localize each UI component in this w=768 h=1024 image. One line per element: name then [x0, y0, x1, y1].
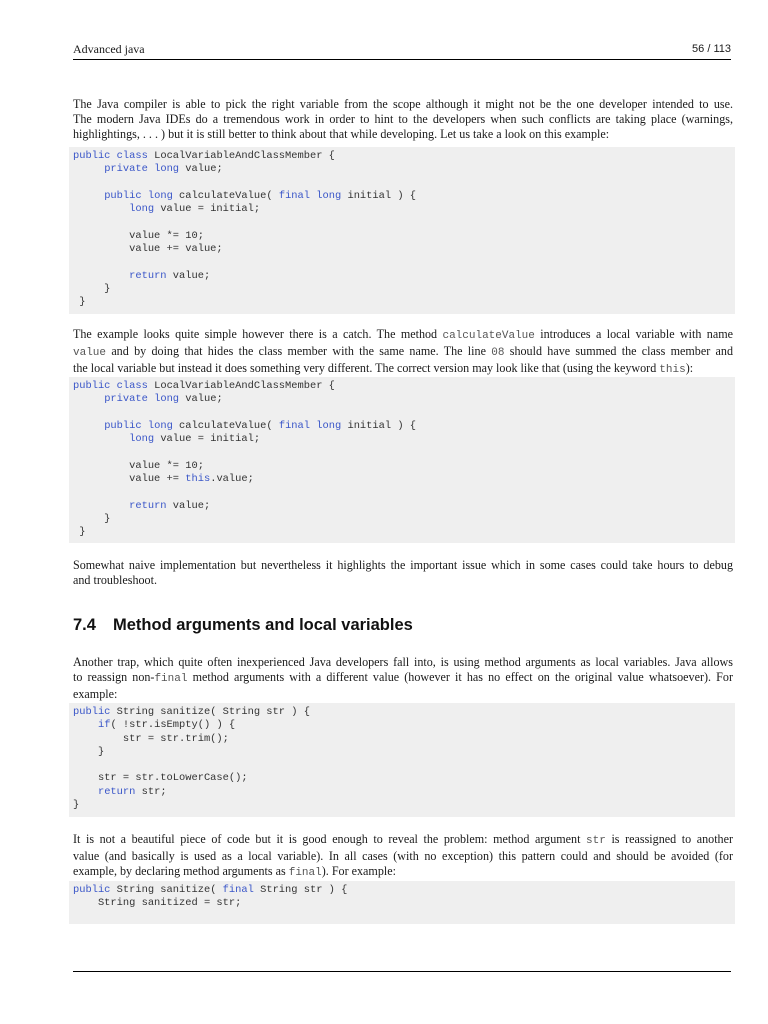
header-rule [73, 59, 731, 60]
text-line: Another trap, which quite often inexperienced Java developers fall into, is using method arguments as local variables. Java allows [73, 655, 733, 669]
footer-rule [73, 971, 731, 972]
code-block-3 [69, 703, 735, 817]
code-line: long value = initial; [129, 203, 261, 216]
code-line: str = str.toLowerCase(); [73, 772, 248, 785]
text-line: the local variable but instead it does something very different. The correct version may look like that (using the keyword this): [73, 361, 694, 377]
code-line [73, 759, 735, 772]
section-number: 7.4 [73, 616, 96, 634]
text-line: highlightings, . . . ) but it is still better to think about that while developing. Let us take a look on this example: [73, 127, 610, 142]
code-line: } [73, 745, 105, 758]
code-line: str = str.trim(); [73, 732, 229, 745]
text-line: example, by declaring method arguments as final). For example: [73, 864, 396, 880]
header-title: Advanced java [73, 42, 145, 56]
code-line: return value; [129, 499, 211, 512]
code-line: } [73, 512, 111, 525]
text-line: It is not a beautiful piece of code but it is good enough to reveal the problem: method argument str is reassigned to another [73, 832, 734, 847]
code-line: private long value; [104, 393, 223, 406]
section-title: Method arguments and local variables [113, 616, 413, 634]
code-block-4 [69, 881, 735, 924]
text-line: and troubleshoot. [73, 573, 157, 588]
code-line: } [73, 799, 80, 812]
inline-code: final [288, 867, 322, 880]
code-line: value += this.value; [73, 473, 254, 486]
text-line: to reassign non-final method arguments with a different value (however it has no effect on the original value whatsoever). For [73, 670, 733, 686]
code-line: } [73, 526, 86, 539]
code-line: String sanitized = str; [73, 897, 242, 910]
code-line: if( !str.isEmpty() ) { [97, 719, 236, 732]
paragraph-2 [73, 327, 733, 379]
inline-code: final [154, 673, 188, 686]
inline-code: this [659, 364, 686, 377]
code-line: return str; [97, 785, 167, 798]
code-line: public String sanitize( String str ) { [73, 706, 310, 718]
code-line: public String sanitize( final String str ) { [73, 884, 348, 896]
inline-code: 08 [491, 347, 505, 360]
code-line [73, 407, 735, 420]
code-line: public class LocalVariableAndClassMember { [73, 150, 335, 162]
code-line: return value; [129, 269, 211, 282]
text-line: The example looks quite simple however there is a catch. The method calculateValue introduces a local variable with name [73, 327, 733, 342]
code-line [73, 446, 735, 459]
code-line: public long calculateValue( final long initial ) { [104, 189, 417, 202]
code-line [73, 177, 735, 190]
text-line: example: [73, 687, 118, 702]
inline-code: calculateValue [442, 330, 535, 342]
paragraph-5 [73, 832, 733, 882]
code-line [73, 216, 735, 229]
code-line: public long calculateValue( final long initial ) { [104, 419, 417, 432]
code-line: long value = initial; [129, 433, 261, 446]
text-line: value and by doing that hides the class member with the same name. The line 08 should have summed the class member and [73, 344, 733, 360]
code-line: value *= 10; [73, 459, 204, 472]
page-number: 56 / 113 [692, 43, 731, 55]
code-line: value += value; [73, 243, 223, 256]
code-block-1 [69, 147, 735, 314]
section-heading [73, 615, 413, 635]
code-line: value *= 10; [73, 229, 204, 242]
code-line: private long value; [104, 163, 223, 176]
text-line: The modern Java IDEs do a tremendous work in order to hint to the developers when such conflicts are taking place (warnings, [73, 112, 733, 127]
inline-code: value [73, 347, 107, 360]
paragraph-3 [73, 558, 733, 588]
code-line: } [73, 282, 111, 295]
code-line [73, 486, 735, 499]
text-line: value (and basically is used as a local variable). In all cases (with no exception) this pattern could and should be avoided (for [73, 849, 733, 864]
running-header [73, 42, 731, 60]
paragraph-4 [73, 655, 733, 703]
text-line: Somewhat naive implementation but nevertheless it highlights the important issue which in some cases could take hours to debug [73, 558, 733, 572]
code-line: public class LocalVariableAndClassMember { [73, 380, 335, 392]
text-line: The Java compiler is able to pick the right variable from the scope although it might not be the one developer intended to use. [73, 97, 733, 111]
code-block-2 [69, 377, 735, 543]
paragraph-1 [73, 97, 733, 143]
code-line: } [73, 296, 86, 309]
code-line [73, 256, 735, 269]
inline-code: str [586, 835, 606, 847]
